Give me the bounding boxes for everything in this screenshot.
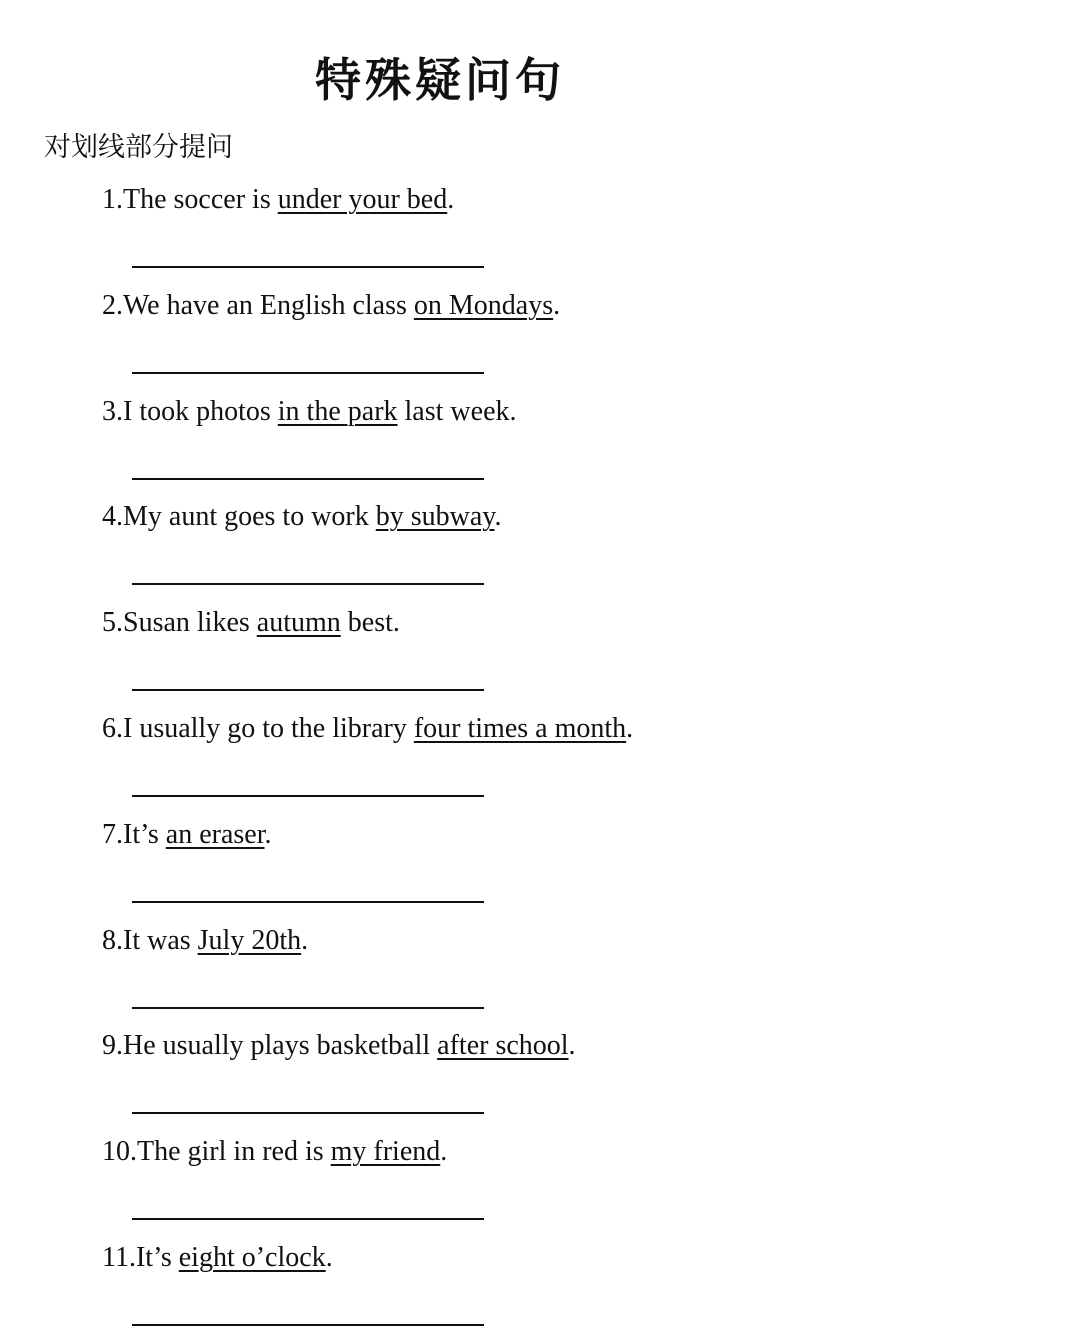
underlined-part: in the park <box>277 395 398 427</box>
answer-blank-line[interactable] <box>132 372 484 374</box>
question-text: I usually go to the library <box>123 712 414 744</box>
question-text-end: best. <box>340 607 400 639</box>
underlined-part: autumn <box>256 607 341 639</box>
question-item <box>102 284 1002 390</box>
question-text: He usually plays basketball <box>123 1030 438 1062</box>
question-number: 9. <box>102 1030 123 1062</box>
question-text-end: . <box>494 501 502 533</box>
answer-blank-line[interactable] <box>132 583 484 585</box>
question-text: The girl in red is <box>137 1136 331 1168</box>
answer-blank-line[interactable] <box>132 689 484 691</box>
question-text: My aunt goes to work <box>123 501 376 533</box>
question-text-end: last week. <box>397 395 517 427</box>
question-item <box>102 1130 1002 1236</box>
question-text-end: . <box>264 818 272 850</box>
question-number: 6. <box>102 712 123 744</box>
answer-blank-line[interactable] <box>132 1112 484 1114</box>
question-sentence <box>102 707 1002 751</box>
question-number: 4. <box>102 501 123 533</box>
underlined-part: on Mondays <box>413 289 554 321</box>
answer-blank-line[interactable] <box>132 478 484 480</box>
answer-blank-line[interactable] <box>132 1218 484 1220</box>
question-sentence <box>102 284 1002 328</box>
question-sentence <box>102 1236 1002 1280</box>
question-text-end: . <box>440 1136 448 1168</box>
answer-blank-line[interactable] <box>132 266 484 268</box>
question-sentence <box>102 1024 1002 1068</box>
underlined-part: July 20th <box>197 924 302 956</box>
answer-blank-line[interactable] <box>132 1007 484 1009</box>
question-number: 8. <box>102 924 123 956</box>
question-number: 2. <box>102 289 123 321</box>
answer-blank-line[interactable] <box>132 795 484 797</box>
question-item <box>102 495 1002 601</box>
question-sentence <box>102 919 1002 963</box>
question-sentence <box>102 495 1002 539</box>
question-number: 5. <box>102 607 123 639</box>
question-text-end: . <box>568 1030 576 1062</box>
question-number: 7. <box>102 818 123 850</box>
question-item <box>102 178 1002 284</box>
underlined-part: an eraser <box>165 818 265 850</box>
question-number: 3. <box>102 395 123 427</box>
question-text-end: . <box>553 289 561 321</box>
underlined-part: under your bed <box>277 184 448 215</box>
question-item <box>102 707 1002 813</box>
question-item <box>102 919 1002 1025</box>
question-sentence <box>102 178 1002 222</box>
underlined-part: four times a month <box>413 712 627 744</box>
question-item <box>102 1236 1002 1342</box>
underlined-part: eight o’clock <box>178 1241 326 1273</box>
question-item <box>102 1024 1002 1130</box>
question-text-end: . <box>325 1241 333 1273</box>
question-text-end: . <box>447 184 455 215</box>
worksheet-instruction: 对划线部分提问 <box>44 132 233 163</box>
question-text: It was <box>123 924 198 956</box>
question-list <box>102 178 1002 1342</box>
answer-blank-line[interactable] <box>132 1324 484 1326</box>
question-item <box>102 601 1002 707</box>
question-number: 11. <box>102 1241 136 1273</box>
question-text: Susan likes <box>123 607 257 639</box>
question-item <box>102 813 1002 919</box>
question-sentence <box>102 813 1002 857</box>
question-number: 1. <box>102 184 123 215</box>
underlined-part: after school <box>437 1030 569 1062</box>
question-text: It’s <box>135 1241 179 1273</box>
question-sentence <box>102 390 1002 434</box>
worksheet-title: 特殊疑问句 <box>315 53 565 107</box>
question-sentence <box>102 601 1002 645</box>
question-text: The soccer is <box>123 184 278 215</box>
question-text: I took photos <box>123 395 278 427</box>
question-text-end: . <box>626 712 634 744</box>
underlined-part: my friend <box>330 1136 441 1168</box>
question-item <box>102 390 1002 496</box>
question-text-end: . <box>301 924 309 956</box>
question-number: 10. <box>102 1136 137 1168</box>
question-text: We have an English class <box>123 289 414 321</box>
question-text: It’s <box>123 818 166 850</box>
answer-blank-line[interactable] <box>132 901 484 903</box>
underlined-part: by subway <box>375 501 495 533</box>
question-sentence <box>102 1130 1002 1174</box>
